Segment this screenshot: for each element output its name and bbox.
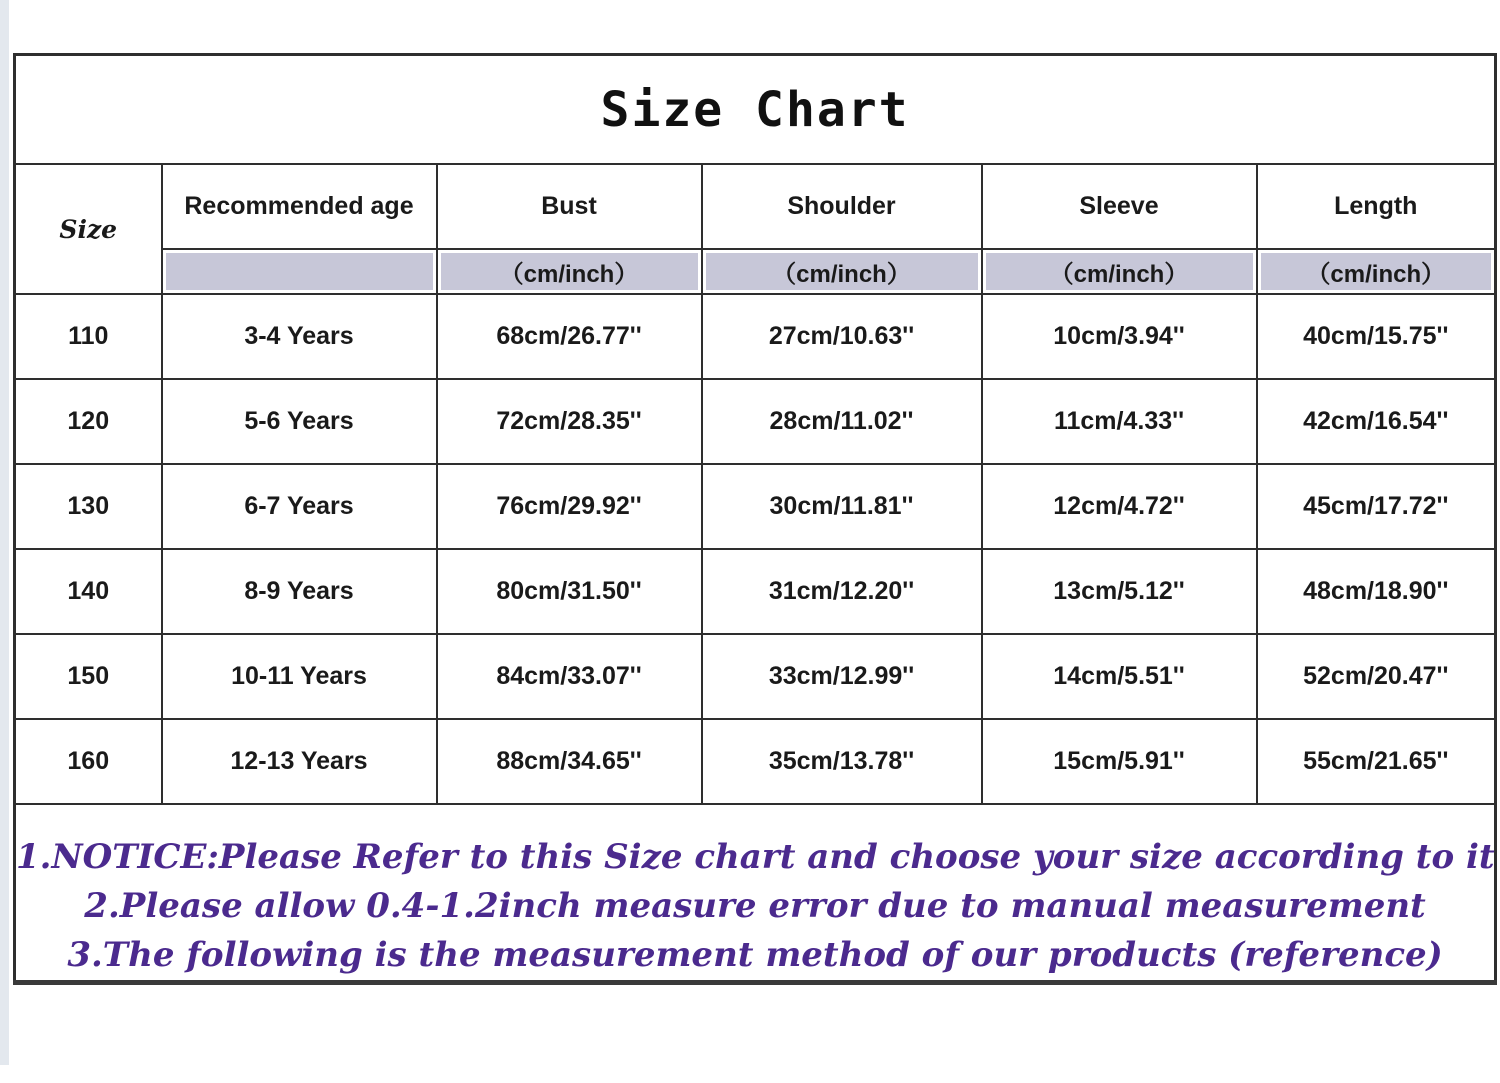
cell-bust: 72cm/28.35'' <box>437 379 702 464</box>
col-header-shoulder: Shoulder <box>702 164 982 249</box>
unit-cell-shoulder: （cm/inch） <box>702 249 982 294</box>
header-row <box>15 164 1496 249</box>
table-row <box>15 719 1496 804</box>
cell-length: 45cm/17.72'' <box>1257 464 1496 549</box>
unit-cell-bust: （cm/inch） <box>437 249 702 294</box>
table-row <box>15 634 1496 719</box>
cell-age: 10-11 Years <box>162 634 437 719</box>
cell-size: 150 <box>15 634 162 719</box>
cell-sleeve: 12cm/4.72'' <box>982 464 1257 549</box>
cell-shoulder: 27cm/10.63'' <box>702 294 982 379</box>
notice-line-2: 2.Please allow 0.4-1.2inch measure error due to manual measurement <box>84 886 1426 926</box>
col-header-recommended-age: Recommended age <box>162 164 437 249</box>
table-row <box>15 379 1496 464</box>
notes-cell <box>15 804 1496 983</box>
size-chart-table <box>13 53 1497 985</box>
cell-sleeve: 13cm/5.12'' <box>982 549 1257 634</box>
cell-bust: 76cm/29.92'' <box>437 464 702 549</box>
cell-bust: 80cm/31.50'' <box>437 549 702 634</box>
cell-length: 55cm/21.65'' <box>1257 719 1496 804</box>
cell-sleeve: 14cm/5.51'' <box>982 634 1257 719</box>
cell-shoulder: 31cm/12.20'' <box>702 549 982 634</box>
cell-length: 40cm/15.75'' <box>1257 294 1496 379</box>
cell-age: 5-6 Years <box>162 379 437 464</box>
title-cell <box>15 55 1496 165</box>
cell-bust: 84cm/33.07'' <box>437 634 702 719</box>
unit-cell-recommended-age <box>162 249 437 294</box>
notes-row <box>15 804 1496 983</box>
notice-line-3: 3.The following is the measurement method of our products (reference) <box>67 935 1443 975</box>
cell-age: 12-13 Years <box>162 719 437 804</box>
title-row <box>15 55 1496 165</box>
cell-length: 42cm/16.54'' <box>1257 379 1496 464</box>
cell-age: 8-9 Years <box>162 549 437 634</box>
col-header-size: Size <box>15 164 162 294</box>
cell-shoulder: 28cm/11.02'' <box>702 379 982 464</box>
unit-cell-length: （cm/inch） <box>1257 249 1496 294</box>
left-edge-strip <box>0 0 9 1065</box>
cell-size: 140 <box>15 549 162 634</box>
cell-size: 160 <box>15 719 162 804</box>
page-title: Size Chart <box>600 81 910 138</box>
cell-shoulder: 30cm/11.81'' <box>702 464 982 549</box>
cell-size: 130 <box>15 464 162 549</box>
unit-row <box>15 249 1496 294</box>
cell-sleeve: 10cm/3.94'' <box>982 294 1257 379</box>
notice-line-1: 1.NOTICE:Please Refer to this Size chart and choose your size according to it <box>16 837 1495 877</box>
col-header-bust: Bust <box>437 164 702 249</box>
cell-sleeve: 11cm/4.33'' <box>982 379 1257 464</box>
col-header-sleeve: Sleeve <box>982 164 1257 249</box>
cell-age: 6-7 Years <box>162 464 437 549</box>
cell-size: 110 <box>15 294 162 379</box>
cell-length: 52cm/20.47'' <box>1257 634 1496 719</box>
table-row <box>15 549 1496 634</box>
unit-cell-sleeve: （cm/inch） <box>982 249 1257 294</box>
cell-shoulder: 33cm/12.99'' <box>702 634 982 719</box>
cell-size: 120 <box>15 379 162 464</box>
table-row <box>15 464 1496 549</box>
cell-bust: 88cm/34.65'' <box>437 719 702 804</box>
cell-bust: 68cm/26.77'' <box>437 294 702 379</box>
col-header-length: Length <box>1257 164 1496 249</box>
table-row <box>15 294 1496 379</box>
cell-length: 48cm/18.90'' <box>1257 549 1496 634</box>
cell-sleeve: 15cm/5.91'' <box>982 719 1257 804</box>
cell-age: 3-4 Years <box>162 294 437 379</box>
cell-shoulder: 35cm/13.78'' <box>702 719 982 804</box>
